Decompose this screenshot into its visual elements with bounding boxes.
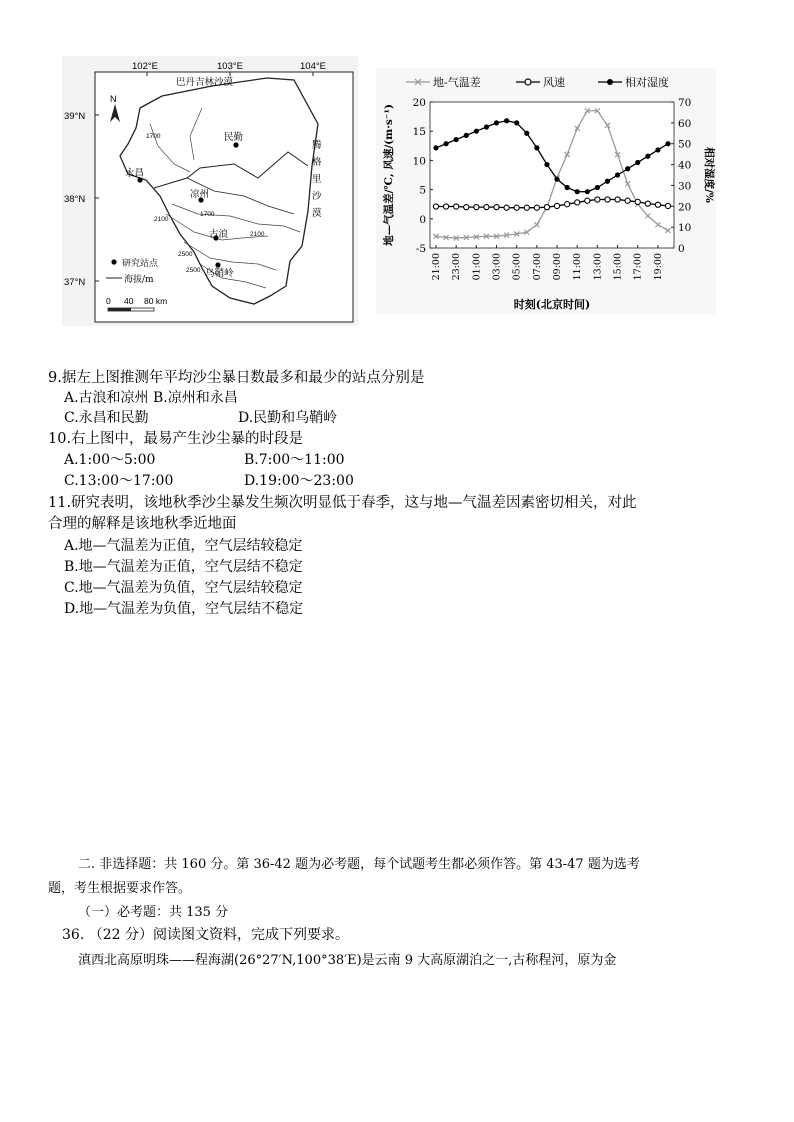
- q10-option-d: D.19:00～23:00: [244, 473, 354, 489]
- data-point: [484, 124, 489, 129]
- station-label: 凉州: [190, 189, 210, 200]
- desert-label-char: 格: [312, 157, 322, 168]
- part2-required-heading: （一）必考题：共 135 分: [78, 905, 229, 920]
- q9-option-ab: A.古浪和凉州 B.凉州和永昌: [64, 390, 238, 406]
- q11-option-b: B.地—气温差为正值，空气层结不稳定: [64, 559, 303, 575]
- data-point: [443, 141, 448, 146]
- legend-station-dot: [111, 259, 116, 264]
- q10-stem: 10.右上图中，最易产生沙尘暴的时段是: [48, 431, 304, 447]
- station-dot: [233, 142, 238, 147]
- scale-label: 0: [106, 296, 111, 306]
- data-point: [635, 199, 640, 204]
- legend-marker: [525, 79, 531, 85]
- y-right-tick-label: 70: [678, 97, 692, 109]
- y-right-tick-label: 50: [678, 138, 692, 151]
- data-point: [534, 205, 539, 210]
- q9-option-c: C.永昌和民勤: [64, 410, 149, 426]
- data-point: [585, 189, 590, 194]
- x-tick-label: 07:00: [531, 253, 543, 281]
- data-point: [595, 197, 600, 202]
- x-tick-label: 01:00: [471, 253, 483, 281]
- contour-label: 2100: [154, 216, 169, 223]
- data-point: [464, 205, 469, 210]
- data-point: [585, 198, 590, 203]
- y-left-axis-label: 地—气温差/℃, 风速/(m·s⁻¹): [383, 104, 395, 246]
- legend-contour-label: 海拔/m: [124, 275, 154, 285]
- contour-label: 2500: [178, 251, 193, 258]
- q10-option-b: B.7:00～11:00: [244, 452, 345, 468]
- q11-option-c: C.地—气温差为负值，空气层结较稳定: [64, 580, 303, 596]
- y-right-tick-label: 40: [678, 159, 692, 172]
- legend-station-label: 研究站点: [122, 259, 159, 269]
- contour-label: 1700: [200, 211, 215, 218]
- data-point: [665, 203, 670, 208]
- data-point: [565, 202, 570, 207]
- data-point: [655, 202, 660, 207]
- q10-option-a: A.1:00～5:00: [64, 452, 156, 468]
- data-point: [635, 160, 640, 165]
- y-left-tick-label: 5: [419, 184, 426, 197]
- x-tick-label: 13:00: [592, 253, 604, 281]
- desert-label: 巴丹吉林沙漠: [176, 77, 234, 88]
- data-point: [524, 205, 529, 210]
- part2-intro-line2: 题，考生根据要求作答。: [48, 881, 192, 896]
- data-point: [484, 205, 489, 210]
- desert-label-char: 漠: [312, 208, 322, 219]
- q10-option-c: C.13:00～17:00: [64, 473, 174, 489]
- data-point: [504, 205, 509, 210]
- lon-label: 102°E: [132, 61, 158, 72]
- q11-stem-line2: 合理的解释是该地秋季近地面: [48, 516, 237, 532]
- data-point: [565, 185, 570, 190]
- y-left-tick-label: 15: [412, 126, 426, 139]
- q36-heading: 36. （22 分）阅读图文资料，完成下列要求。: [62, 927, 349, 943]
- y-right-tick-label: 30: [678, 180, 692, 193]
- data-point: [605, 179, 610, 184]
- north-label: N: [110, 94, 117, 104]
- x-tick-label: 05:00: [511, 253, 523, 281]
- data-point: [464, 133, 469, 138]
- data-point: [625, 166, 630, 171]
- data-point: [544, 205, 549, 210]
- q11-option-d: D.地—气温差为负值，空气层结不稳定: [64, 601, 304, 617]
- data-point: [524, 131, 529, 136]
- data-point: [494, 205, 499, 210]
- lon-label: 104°E: [300, 61, 326, 72]
- lat-label: 37°N: [64, 277, 86, 288]
- data-point: [575, 189, 580, 194]
- x-axis-label: 时刻(北京时间): [513, 298, 591, 311]
- data-point: [655, 147, 660, 152]
- x-tick-label: 21:00: [431, 253, 442, 281]
- y-right-tick-label: 0: [678, 243, 685, 255]
- y-right-tick-label: 10: [678, 222, 692, 235]
- data-point: [554, 203, 559, 208]
- q11-stem-line1: 11.研究表明，该地秋季沙尘暴发生频次明显低于春季，这与地—气温差因素密切相关，对此: [48, 495, 637, 511]
- y-right-axis-label: 相对湿度/%: [703, 147, 715, 203]
- legend-label: 相对湿度: [625, 76, 669, 89]
- station-label: 民勤: [224, 132, 244, 143]
- data-point: [544, 162, 549, 167]
- line-chart: [376, 68, 716, 314]
- scale-label: 80 km: [144, 296, 168, 306]
- data-point: [433, 145, 438, 150]
- q36-passage: 滇西北高原明珠——程海湖(26°27′N,100°38′E)是云南 9 大高原湖泊之一,古称程河，原为金: [78, 953, 617, 968]
- contour-label: 1700: [146, 133, 161, 140]
- data-point: [575, 200, 580, 205]
- x-tick-label: 19:00: [652, 253, 664, 281]
- y-right-tick-label: 20: [678, 201, 692, 214]
- data-point: [514, 120, 519, 125]
- data-point: [433, 204, 438, 209]
- x-tick-label: 11:00: [572, 253, 584, 281]
- q11-option-a: A.地—气温差为正值，空气层结较稳定: [64, 538, 303, 554]
- x-tick-label: 15:00: [612, 253, 624, 281]
- data-point: [554, 177, 559, 182]
- y-left-tick-label: 0: [419, 213, 426, 226]
- data-point: [494, 120, 499, 125]
- x-tick-label: 23:00: [451, 253, 463, 281]
- data-point: [514, 205, 519, 210]
- station-dot: [215, 262, 220, 267]
- chart-legend: [406, 75, 669, 89]
- q9-stem: 9.据左上图推测年平均沙尘暴日数最多和最少的站点分别是: [48, 370, 425, 386]
- x-tick-label: 03:00: [491, 253, 503, 281]
- y-left-tick-label: 10: [412, 155, 426, 168]
- y-right-tick-label: 60: [678, 117, 692, 130]
- data-point: [625, 198, 630, 203]
- x-tick-label: 17:00: [632, 253, 644, 281]
- y-left-tick-label: -5: [415, 243, 426, 255]
- contour-label: 2500: [186, 267, 201, 274]
- data-point: [615, 172, 620, 177]
- data-point: [504, 118, 509, 123]
- part2-intro-line1: 二. 非选择题：共 160 分。第 36-42 题为必考题，每个试题考生都必须作答。第 43-47 题为选考: [78, 857, 640, 872]
- contour-label: 2100: [250, 231, 265, 238]
- lon-label: 103°E: [217, 61, 243, 72]
- station-label: 古浪: [209, 229, 229, 240]
- data-point: [443, 204, 448, 209]
- y-left-tick-label: 20: [412, 97, 426, 109]
- lat-label: 38°N: [64, 194, 86, 205]
- station-label: 永昌: [125, 168, 145, 179]
- data-point: [645, 201, 650, 206]
- plot-frame: [430, 102, 674, 248]
- data-point: [595, 185, 600, 190]
- data-point: [454, 204, 459, 209]
- data-point: [534, 145, 539, 150]
- desert-label-char: 腾: [312, 140, 322, 151]
- data-point: [605, 197, 610, 202]
- station-label: 乌鞘岭: [205, 268, 234, 279]
- x-tick-label: 09:00: [552, 253, 564, 281]
- scale-label: 40: [124, 296, 134, 306]
- data-point: [665, 141, 670, 146]
- legend-marker: [607, 79, 613, 85]
- map-figure: [62, 56, 358, 326]
- desert-label-char: 沙: [312, 191, 322, 202]
- data-point: [615, 197, 620, 202]
- data-point: [474, 205, 479, 210]
- lat-label: 39°N: [64, 111, 86, 122]
- data-point: [454, 137, 459, 142]
- legend-label: 地-气温差: [433, 76, 481, 89]
- q9-option-d: D.民勤和乌鞘岭: [238, 410, 338, 426]
- data-point: [474, 129, 479, 134]
- legend-label: 风速: [543, 76, 565, 89]
- data-point: [645, 154, 650, 159]
- desert-label-char: 里: [312, 174, 322, 185]
